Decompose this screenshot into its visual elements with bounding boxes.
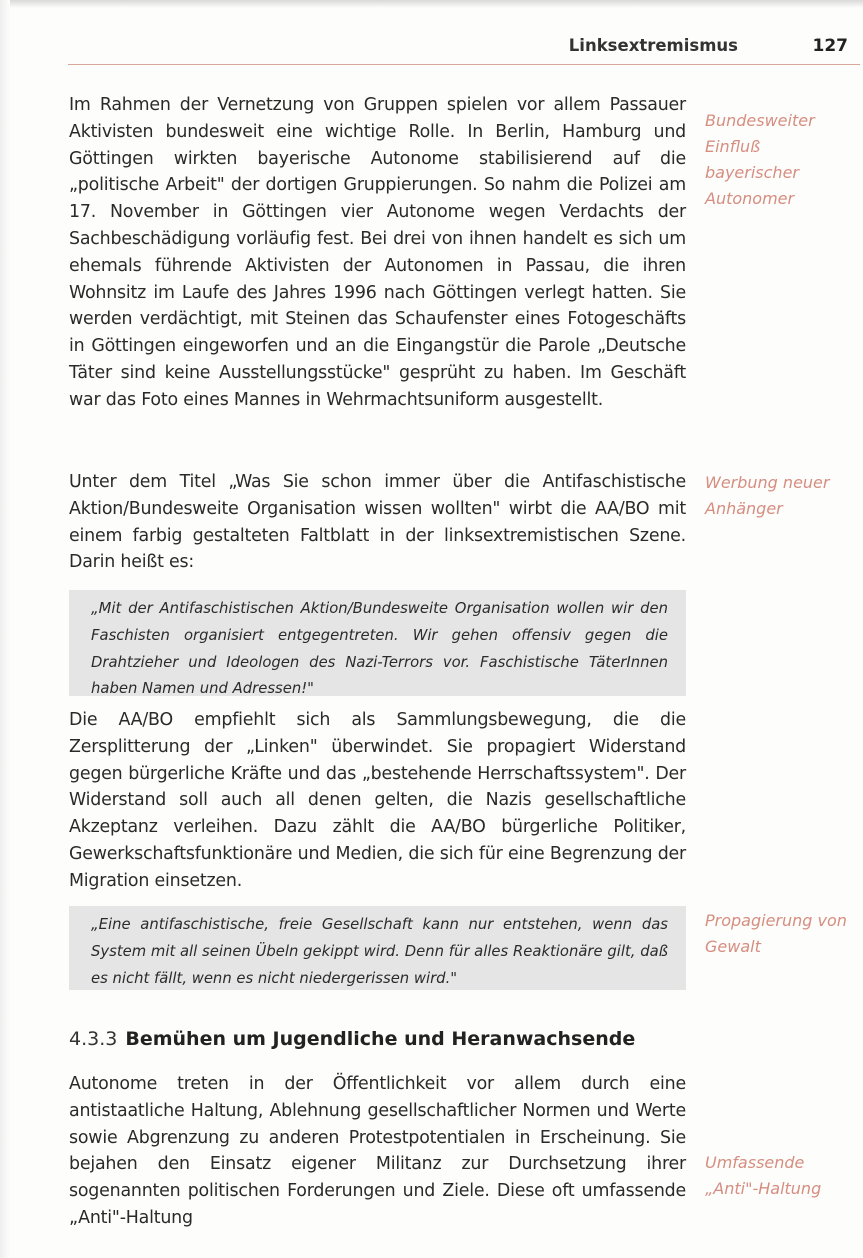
section-number: 4.3.3	[69, 1028, 118, 1050]
blockquote-leaflet: „Mit der Antifaschistischen Aktion/Bundesweite Organisation wollen wir den Faschisten organisiert entgegentreten. Wir gehen offensiv gegen die Drahtzieher und Ideologen des Nazi-Terrors vor. Faschistische TäterInnen haben Namen und Adressen!"	[69, 590, 686, 696]
margin-note-violence: Propagierung von Gewalt	[705, 911, 847, 956]
page-number: 127	[812, 36, 848, 56]
header-rule	[68, 64, 860, 65]
page-top-shadow	[0, 0, 863, 8]
page-left-shadow	[0, 0, 10, 1258]
running-title: Linksextremismus	[568, 36, 738, 55]
paragraph-passau-activists: Im Rahmen der Vernetzung von Gruppen spielen vor allem Passauer Aktivisten bundesweit eine wichtige Rolle. In Berlin, Hamburg und Göttingen wirkten bayerische Autonome stabilisierend auf die „politische Arbeit" der dortigen Gruppierungen. So nahm die Polizei am 17. November in Göttingen vier Autonome wegen Verdachts der Sachbeschädigung vorläufig fest. Bei drei von ihnen handelt es sich um ehemals führende Aktivisten der Autonomen in Passau, die ihren Wohnsitz im Laufe des Jahres 1996 nach Göttingen verlegt hatten. Sie werden verdächtigt, mit Steinen das Schaufenster eines Fotogeschäfts in Göttingen eingeworfen und an die Eingangstür die Parole „Deutsche Täter sind keine Ausstellungsstücke" gesprüht zu haben. Im Geschäft war das Foto eines Mannes in Wehrmachtsuniform ausgestellt.	[69, 95, 686, 410]
section-heading	[69, 1028, 635, 1050]
page-header	[68, 36, 848, 60]
margin-note-recruitment: Werbung neuer Anhänger	[705, 473, 830, 518]
margin-note-influence: Bundesweiter Einfluß bayerischer Autonomer	[705, 111, 815, 208]
section-title: Bemühen um Jugendliche und Heranwachsende	[125, 1028, 636, 1050]
margin-note-anti-attitude: Umfassende „Anti"-Haltung	[705, 1153, 822, 1198]
paragraph-leaflet: Unter dem Titel „Was Sie schon immer über die Antifaschistische Aktion/Bundesweite Organisation wissen wollten" wirbt die AA/BO mit einem farbig gestalteten Faltblatt in der linksextremistischen Szene. Darin heißt es:	[69, 472, 686, 573]
paragraph-collection-movement: Die AA/BO empfiehlt sich als Sammlungsbewegung, die die Zersplitterung der „Linken" überwindet. Sie propagiert Widerstand gegen bürgerliche Kräfte und das „bestehende Herrschaftssystem". Der Widerstand soll auch all denen gelten, die Nazis gesellschaftliche Akzeptanz verleihen. Dazu zählt die AA/BO bürgerliche Politiker, Gewerkschaftsfunktionäre und Medien, die sich für eine Begrenzung der Migration einsetzen.	[69, 710, 686, 891]
blockquote-society: „Eine antifaschistische, freie Gesellschaft kann nur entstehen, wenn das System mit all seinen Übeln gekippt wird. Denn für alles Reaktionäre gilt, daß es nicht fällt, wenn es nicht niedergerissen wird."	[69, 906, 686, 990]
paragraph-autonomous-groups: Autonome treten in der Öffentlichkeit vor allem durch eine antistaatliche Haltung, Ablehnung gesellschaftlicher Normen und Werte sowie Abgrenzung zu anderen Protestpotentialen in Erscheinung. Sie bejahen den Einsatz eigener Militanz zur Durchsetzung ihrer sogenannten politischen Forderungen und Ziele. Diese oft umfassende „Anti"-Haltung	[69, 1074, 686, 1228]
